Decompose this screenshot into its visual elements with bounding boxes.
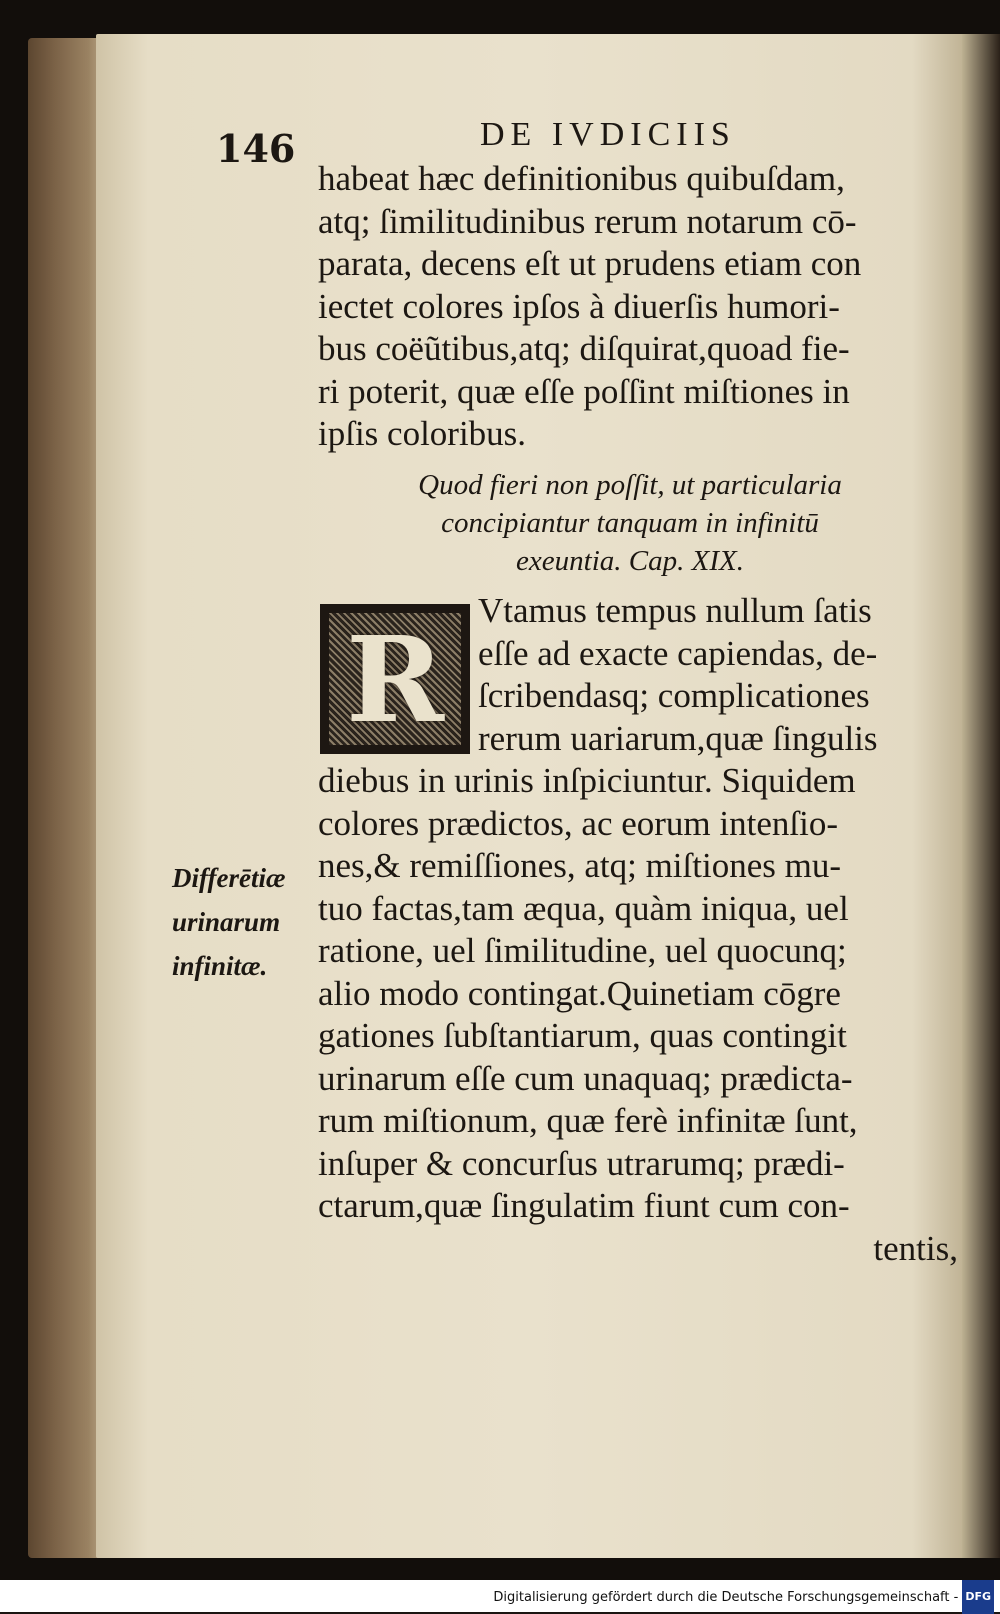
text-line: nes,& remiſſiones, atq; miſtiones mu- [318, 846, 841, 885]
chapter-heading [300, 466, 960, 580]
catchword: tentis, [873, 1228, 958, 1268]
text-line: urinarum eſſe cum unaquaq; prædicta- [318, 1058, 853, 1098]
text-line: diebus in urinis inſpiciuntur. Siquidem [318, 761, 856, 800]
heading-line: concipiantur tanquam in infinitū [441, 507, 819, 539]
text-line: parata, decens eſt ut prudens etiam con [318, 244, 862, 283]
marginal-note [172, 856, 322, 988]
text-line: gationes ſubſtantiarum, quas contingit [318, 1016, 847, 1055]
text-line: atq; ſimilitudinibus rerum notarum cō- [318, 201, 857, 241]
decorated-initial [320, 604, 470, 754]
text-line: eſſe ad exacte capiendas, de- [478, 633, 878, 673]
text-line: Vtamus tempus nullum ſatis [478, 591, 872, 630]
text-line: colores prædictos, ac eorum intenſio- [318, 803, 838, 843]
paragraph-2 [318, 760, 958, 1270]
text-line: iectet colores ipſos à diuerſis humori- [318, 286, 840, 326]
marginal-line: urinarum [172, 907, 281, 937]
heading-line: Quod fieri non poſſit, ut particularia [418, 469, 842, 501]
facing-page-edge [962, 34, 1000, 1558]
text-line: tuo factas,tam æqua, quàm iniqua, uel [318, 888, 849, 928]
text-line: ratione, uel ſimilitudine, uel quocunq; [318, 931, 847, 970]
text-line: ri poterit, quæ eſſe poſſint miſtiones in [318, 371, 850, 411]
digitization-footer [0, 1580, 1000, 1612]
text-line: rum miſtionum, quæ ferè infinitæ ſunt, [318, 1101, 858, 1140]
text-line: ſcribendasq; complicationes [478, 676, 870, 715]
text-line: ctarum,quæ ſingulatim fiunt cum con- [318, 1186, 850, 1225]
text-line: alio modo contingat.Quinetiam cōgre [318, 973, 841, 1013]
text-line: ipſis coloribus. [318, 414, 527, 453]
running-head: DE IVDICIIS [480, 116, 736, 153]
page-number: 146 [216, 126, 296, 171]
initial-letter: R [345, 609, 445, 749]
heading-line: exeuntia. Cap. XIX. [516, 545, 744, 577]
text-line: habeat hæc definitionibus quibuſdam, [318, 159, 845, 198]
paragraph-1 [318, 158, 958, 456]
text-line: rerum uariarum,quæ ſingulis [478, 718, 878, 758]
marginal-line: Differētiæ [172, 863, 286, 893]
text-line: inſuper & concurſus utrarumq; prædi- [318, 1143, 845, 1183]
footer-credit: Digitalisierung gefördert durch die Deutsche Forschungsgemeinschaft - [493, 1589, 959, 1605]
dfg-logo: DFG [962, 1580, 994, 1614]
text-line: bus coëũtibus,atq; diſquirat,quoad fie- [318, 329, 850, 368]
marginal-line: infinitæ. [172, 951, 268, 981]
paragraph-2-beside-initial [478, 590, 958, 760]
